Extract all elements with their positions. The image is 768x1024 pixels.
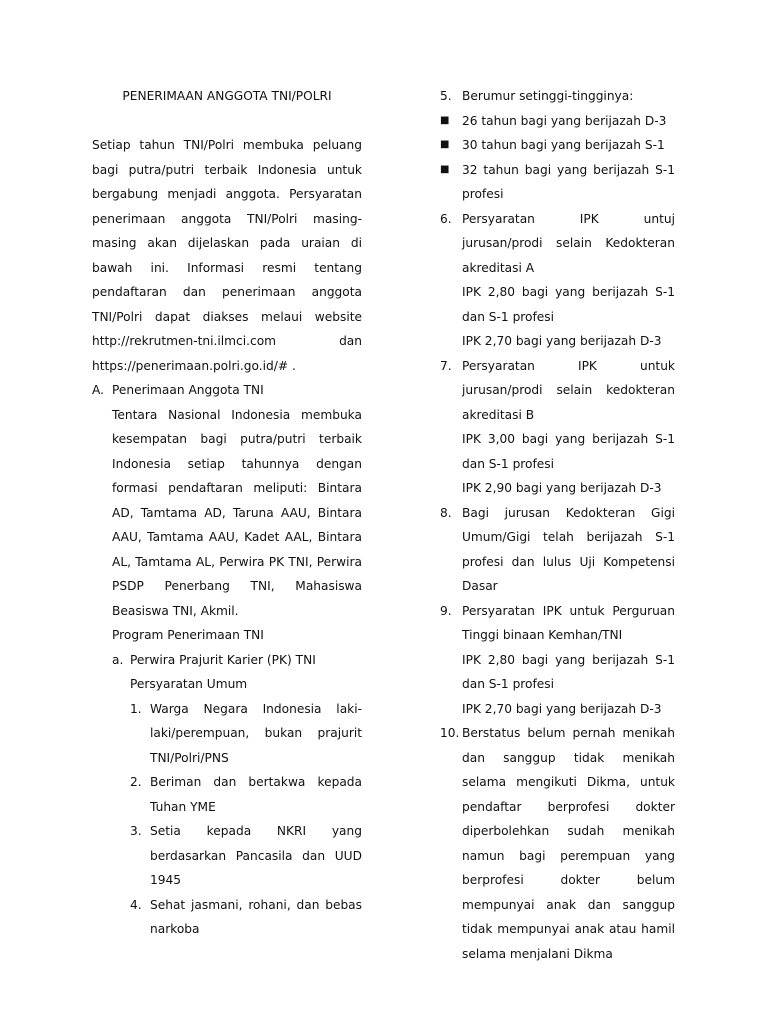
page-title: PENERIMAAN ANGGOTA TNI/POLRI (122, 89, 332, 103)
intro-paragraph: Setiap tahun TNI/Polri membuka peluang bagi putra/putri terbaik Indonesia untuk bergabung menjadi anggota. Persyaratan penerimaan anggota TNI/Polri masing-masing akan dijelaskan pada uraian di bawah ini. Informasi resmi tentang pendaftaran dan penerimaan anggota TNI/Polri dapat diakses melaui website http://rekrutmen-tni.ilmci.com dan https://penerimaan.polri.go.id/# . (92, 138, 362, 373)
list-text: Persyaratan IPK untuk Perguruan Tinggi binaan Kemhan/TNI (462, 603, 675, 642)
program-heading: Program Penerimaan TNI (112, 628, 264, 642)
bullet-icon: ■ (440, 139, 450, 150)
list-number: 3. (130, 824, 142, 838)
list-text: Warga Negara Indonesia laki-laki/perempuan, bukan prajurit TNI/Polri/PNS (150, 701, 362, 765)
bullet-item (440, 109, 675, 134)
list-number: 9. (440, 603, 452, 618)
ipk-line: IPK 2,70 bagi yang berijazah D-3 (462, 334, 662, 348)
list-item (440, 207, 675, 281)
list-item (440, 84, 675, 109)
list-item (92, 893, 362, 942)
list-text: Berumur setinggi-tingginya: (462, 89, 634, 103)
bullet-item (440, 158, 675, 207)
list-text: Beriman dan bertakwa kepada Tuhan YME (150, 775, 362, 814)
list-text: Persyaratan IPK untuj jurusan/prodi selain Kedokteran akreditasi A (462, 211, 675, 275)
list-text: Setia kepada NKRI yang berdasarkan Pancasila dan UUD 1945 (150, 824, 362, 887)
bullet-icon: ■ (440, 114, 450, 126)
list-item (92, 697, 362, 771)
list-text: Persyaratan IPK untuk jurusan/prodi selain kedokteran akreditasi B (462, 358, 675, 422)
bullet-text: 30 tahun bagi yang berijazah S-1 (462, 138, 665, 152)
sub-a-title: Perwira Prajurit Karier (PK) TNI (130, 652, 316, 667)
sub-a-heading (92, 648, 362, 673)
list-item (92, 770, 362, 819)
list-number: 5. (440, 89, 452, 103)
ipk-line: IPK 2,80 bagi yang berijazah S-1 dan S-1 profesi (462, 285, 675, 324)
bullet-text: 32 tahun bagi yang berijazah S-1 profesi (462, 162, 675, 201)
section-a-marker: A. (92, 383, 104, 397)
ipk-line: IPK 3,00 bagi yang berijazah S-1 dan S-1 profesi (462, 432, 675, 471)
left-column (92, 84, 362, 942)
bullet-text: 26 tahun bagi yang berijazah D-3 (462, 113, 667, 128)
general-requirements-heading: Persyaratan Umum (130, 677, 248, 691)
list-text: Sehat jasmani, rohani, dan bebas narkoba (150, 897, 362, 936)
bullet-item (440, 133, 675, 158)
ipk-line: IPK 2,80 bagi yang berijazah S-1 dan S-1 profesi (462, 652, 675, 691)
section-a-body: Tentara Nasional Indonesia membuka kesempatan bagi putra/putri terbaik Indonesia setiap tahunnya dengan formasi pendaftaran meliputi: Bintara AD, Tamtama AD, Taruna AAU, Bintara AAU, Tamtama AAU, Kadet AAL, Bintara AL, Tamtama AL, Perwira PK TNI, Perwira PSDP Penerbang TNI, Mahasiswa Beasiswa TNI, Akmil. (112, 407, 362, 618)
ipk-line: IPK 2,70 bagi yang berijazah D-3 (462, 701, 662, 716)
list-item (440, 501, 675, 599)
section-a-heading (92, 378, 362, 403)
sub-a-marker: a. (112, 652, 124, 667)
list-text: Bagi jurusan Kedokteran Gigi Umum/Gigi telah berijazah S-1 profesi dan lulus Uji Kompetensi Dasar (462, 505, 675, 593)
list-item (440, 599, 675, 648)
list-number: 7. (440, 358, 452, 373)
right-column (440, 84, 675, 966)
list-number: 10. (440, 726, 460, 740)
bullet-icon: ■ (440, 163, 450, 175)
list-item (440, 721, 675, 966)
ipk-line: IPK 2,90 bagi yang berijazah D-3 (462, 481, 662, 495)
list-text: Berstatus belum pernah menikah dan sanggup tidak menikah selama mengikuti Dikma, untuk pendaftar berprofesi dokter diperbolehkan sudah menikah namun bagi perempuan yang berprofesi dokter belum mempunyai anak dan sanggup tidak mempunyai anak atau hamil selama menjalani Dikma (462, 726, 675, 961)
list-item (92, 819, 362, 893)
list-number: 8. (440, 505, 452, 520)
section-a-title: Penerimaan Anggota TNI (112, 383, 264, 397)
list-number: 1. (130, 701, 142, 716)
list-number: 2. (130, 775, 142, 789)
list-item (440, 354, 675, 428)
list-number: 4. (130, 897, 142, 912)
list-number: 6. (440, 211, 452, 226)
